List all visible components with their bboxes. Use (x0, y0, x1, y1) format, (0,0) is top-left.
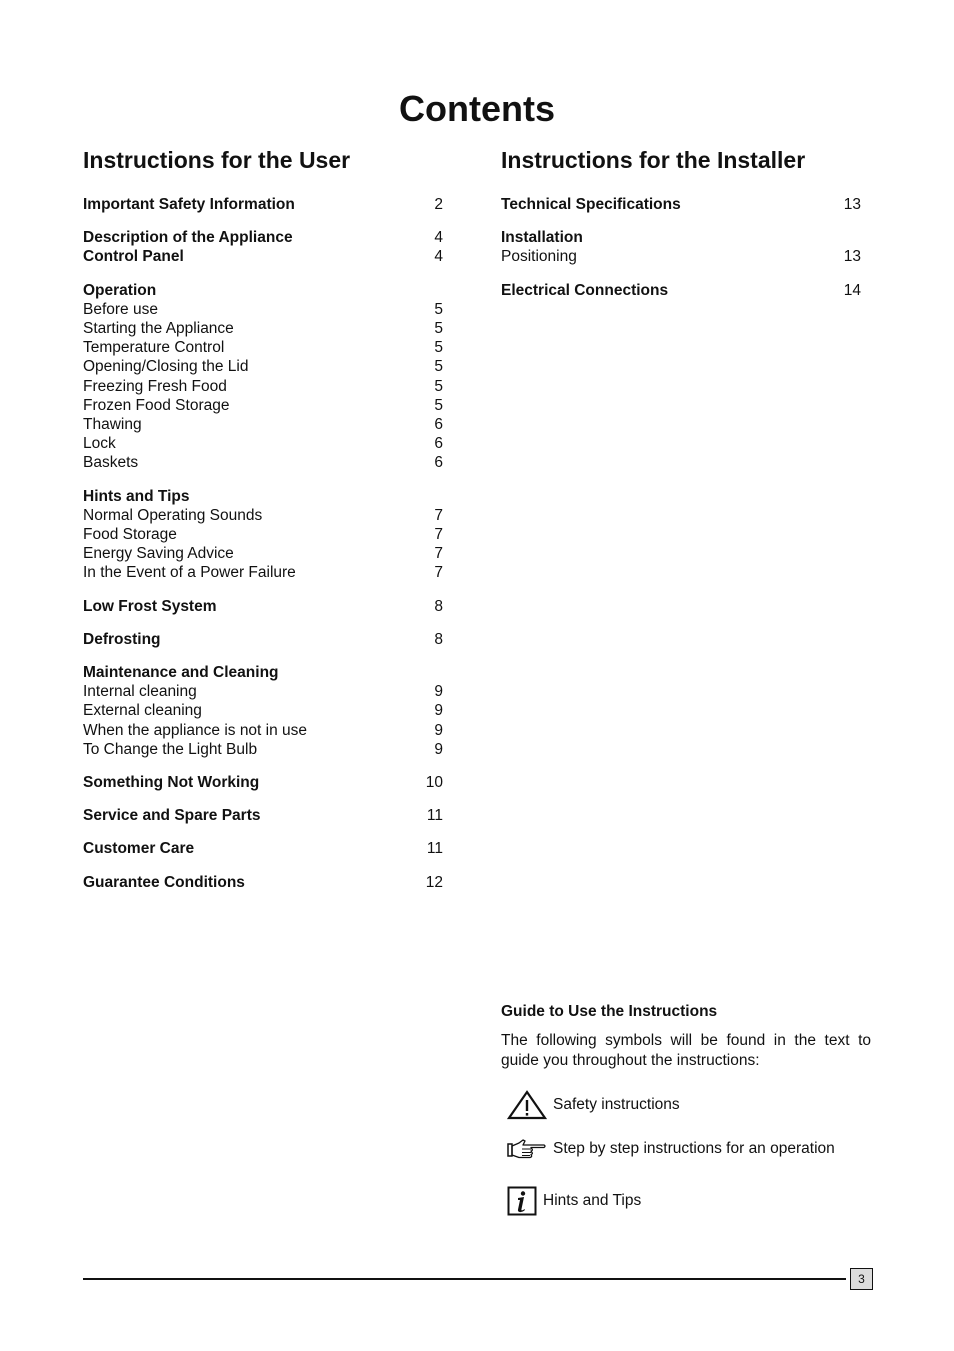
symbol-hints (507, 1186, 641, 1216)
toc-page-number: 13 (843, 248, 861, 266)
symbol-safety (507, 1090, 680, 1120)
toc-label: Electrical Connections (501, 281, 669, 299)
user-toc (83, 195, 443, 892)
toc-label: External cleaning (83, 702, 202, 720)
toc-section (83, 773, 443, 792)
toc-page-number: 5 (434, 300, 443, 318)
toc-entry-row (83, 338, 443, 357)
toc-section (83, 839, 443, 858)
toc-section (83, 597, 443, 616)
toc-heading-row (501, 281, 861, 300)
toc-label: Freezing Fresh Food (83, 377, 227, 395)
footer-rule (83, 1278, 846, 1280)
toc-section (83, 195, 443, 214)
toc-label: Internal cleaning (83, 683, 197, 701)
toc-entry-row (83, 544, 443, 563)
toc-label: In the Event of a Power Failure (83, 564, 296, 582)
toc-entry-row (83, 300, 443, 319)
toc-page-number: 12 (425, 873, 443, 891)
toc-page-number: 9 (434, 721, 443, 739)
toc-entry-row (83, 319, 443, 338)
toc-page-number: 8 (434, 630, 443, 648)
toc-page-number: 5 (434, 396, 443, 414)
toc-section (83, 630, 443, 649)
toc-label: Something Not Working (83, 774, 260, 792)
user-column-heading: Instructions for the User (83, 147, 351, 173)
toc-label: Positioning (501, 248, 577, 266)
toc-page-number: 9 (434, 683, 443, 701)
toc-entry-row (83, 563, 443, 582)
toc-entry-row (83, 434, 443, 453)
toc-label: Technical Specifications (501, 196, 681, 213)
toc-page-number: 6 (434, 454, 443, 472)
toc-heading-row (83, 247, 443, 266)
toc-label: Temperature Control (83, 339, 225, 357)
toc-heading-row (83, 597, 443, 616)
toc-entry-row (83, 682, 443, 701)
installer-column (501, 146, 861, 314)
toc-section (501, 281, 861, 300)
toc-heading-row (83, 806, 443, 825)
toc-label: Energy Saving Advice (83, 545, 234, 563)
toc-heading-row (83, 663, 443, 682)
toc-page-number: 9 (434, 740, 443, 758)
toc-page-number: 9 (434, 702, 443, 720)
toc-entry-row (83, 415, 443, 434)
info-icon (507, 1186, 537, 1216)
toc-label: Opening/Closing the Lid (83, 358, 249, 376)
toc-label: Operation (83, 281, 157, 299)
toc-heading-row (83, 630, 443, 649)
toc-page-number: 7 (434, 545, 443, 563)
symbol-step (507, 1138, 835, 1160)
page-number: 3 (850, 1268, 873, 1290)
toc-page-number: 8 (434, 597, 443, 615)
toc-label: Control Panel (83, 248, 184, 266)
toc-label: Important Safety Information (83, 196, 295, 213)
toc-label: Description of the Appliance (83, 229, 293, 247)
toc-label: When the appliance is not in use (83, 721, 308, 739)
toc-page-number: 7 (434, 526, 443, 544)
toc-page-number: 10 (425, 774, 443, 792)
toc-label: Starting the Appliance (83, 320, 234, 338)
toc-page-number: 11 (426, 807, 443, 825)
toc-heading-row (83, 281, 443, 300)
guide-heading: Guide to Use the Instructions (501, 1003, 718, 1020)
toc-heading-row (501, 195, 861, 214)
toc-page-number: 13 (843, 196, 861, 213)
symbol-label: Safety instructions (553, 1096, 680, 1113)
installer-column-heading: Instructions for the Installer (501, 147, 806, 173)
toc-section (501, 195, 861, 214)
toc-label: Baskets (83, 454, 139, 472)
toc-section (83, 806, 443, 825)
toc-heading-row (83, 839, 443, 858)
toc-heading-row (83, 873, 443, 892)
toc-entry-row (83, 701, 443, 720)
toc-label: Service and Spare Parts (83, 807, 261, 825)
toc-label: Hints and Tips (83, 487, 190, 505)
toc-heading-row (83, 195, 443, 214)
toc-page-number: 14 (843, 281, 861, 299)
toc-label: Defrosting (83, 630, 161, 648)
toc-entry-row (83, 453, 443, 472)
toc-section (83, 873, 443, 892)
toc-page-number: 5 (434, 339, 443, 357)
guide-intro: The following symbols will be found in the text to guide you throughout the instructions: (501, 1032, 871, 1069)
toc-label: To Change the Light Bulb (83, 740, 258, 758)
toc-entry-row (83, 377, 443, 396)
toc-page-number: 11 (426, 840, 443, 858)
toc-section (501, 228, 861, 266)
toc-label: Installation (501, 229, 583, 247)
toc-page-number: 6 (434, 435, 443, 453)
toc-label: Low Frost System (83, 597, 217, 615)
toc-page-number: 5 (434, 377, 443, 395)
toc-label: Normal Operating Sounds (83, 506, 263, 524)
symbol-label: Hints and Tips (543, 1192, 642, 1209)
page-title: Contents (399, 88, 555, 129)
toc-page-number: 5 (434, 320, 443, 338)
toc-label: Guarantee Conditions (83, 873, 245, 891)
toc-entry-row (83, 740, 443, 759)
toc-page-number: 2 (434, 196, 443, 213)
toc-label: Customer Care (83, 840, 195, 858)
toc-label: Before use (83, 300, 158, 318)
toc-section (83, 228, 443, 266)
toc-heading-row (83, 228, 443, 247)
toc-heading-row (83, 773, 443, 792)
pointing-hand-icon (507, 1138, 547, 1160)
toc-page-number: 5 (434, 358, 443, 376)
toc-entry-row (83, 506, 443, 525)
toc-page-number: 4 (434, 248, 443, 266)
installer-toc (501, 195, 861, 300)
toc-page-number: 4 (434, 229, 443, 247)
warning-triangle-icon (507, 1090, 547, 1120)
toc-label: Maintenance and Cleaning (83, 664, 279, 682)
toc-entry-row (83, 396, 443, 415)
toc-page-number: 7 (434, 506, 443, 524)
toc-heading-row (83, 487, 443, 506)
toc-section (83, 281, 443, 473)
symbol-guide (501, 1002, 871, 1209)
toc-section (83, 663, 443, 759)
toc-label: Thawing (83, 416, 142, 434)
toc-page-number: 7 (434, 564, 443, 582)
toc-entry-row (83, 721, 443, 740)
toc-page-number: 6 (434, 416, 443, 434)
user-column (83, 146, 443, 906)
toc-section (83, 487, 443, 583)
symbol-label: Step by step instructions for an operation (553, 1140, 835, 1157)
toc-label: Lock (83, 435, 116, 453)
toc-entry-row (501, 247, 861, 266)
toc-entry-row (83, 357, 443, 376)
toc-heading-row (501, 228, 861, 247)
toc-label: Food Storage (83, 526, 177, 544)
toc-entry-row (83, 525, 443, 544)
toc-label: Frozen Food Storage (83, 396, 230, 414)
